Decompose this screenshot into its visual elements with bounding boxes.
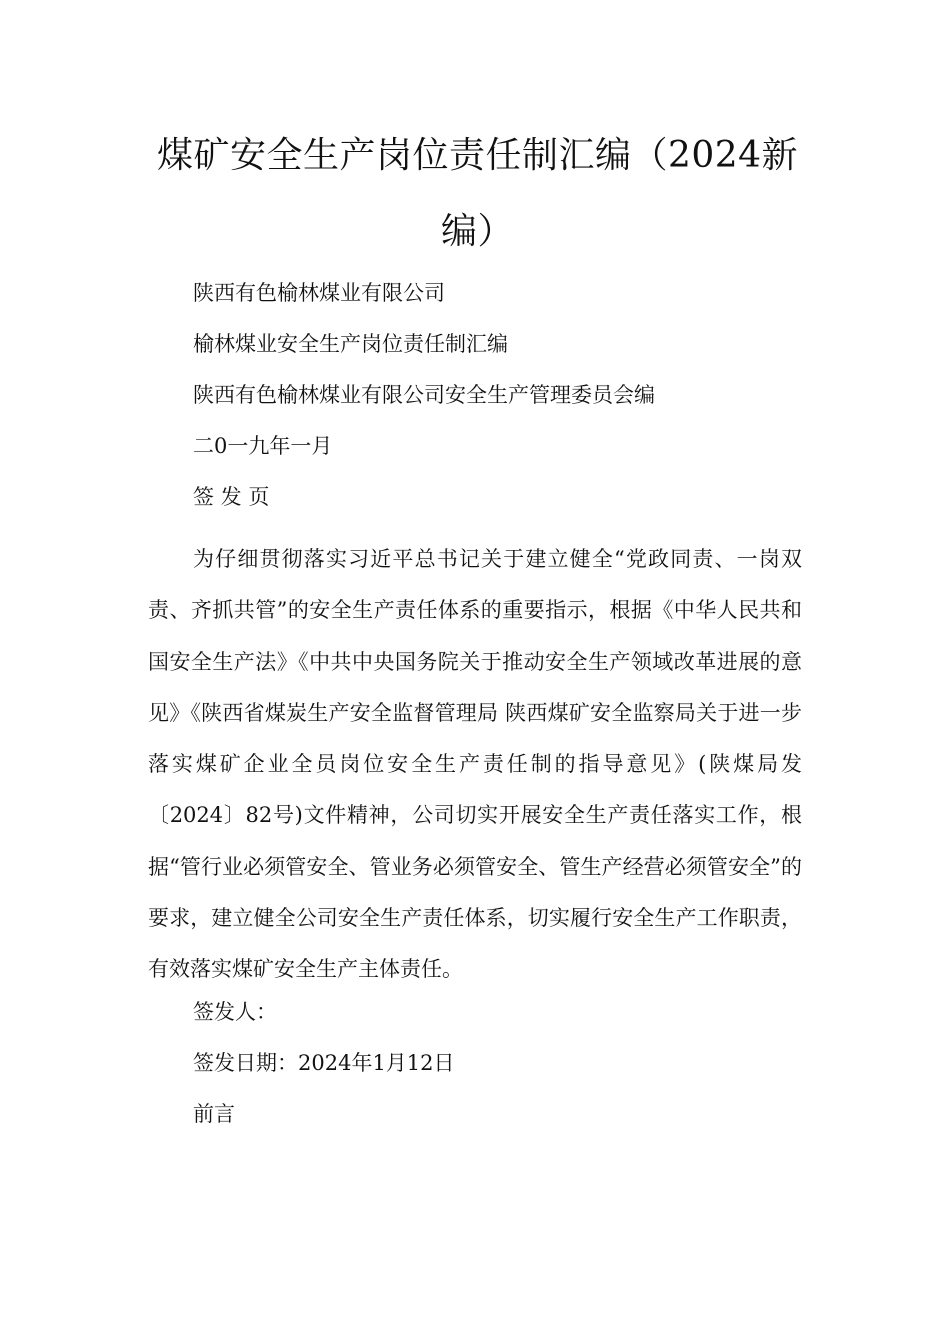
editor-line: 陕西有色榆林煤业有限公司安全生产管理委员会编 bbox=[193, 383, 655, 407]
sign-page-heading: 签 发 页 bbox=[193, 485, 270, 509]
date-line: 二0一九年一月 bbox=[193, 434, 333, 458]
document-subtitle: 榆林煤业安全生产岗位责任制汇编 bbox=[193, 332, 508, 356]
signer-label: 签发人： bbox=[193, 1000, 277, 1024]
document-title: 煤矿安全生产岗位责任制汇编（2024新编） bbox=[156, 135, 799, 252]
company-name: 陕西有色榆林煤业有限公司 bbox=[193, 281, 445, 305]
body-paragraph: 为仔细贯彻落实习近平总书记关于建立健全“党政同责、一岗双责、齐抓共管”的安全生产责任体系的重要指示，根据《中华人民共和国安全生产法》《中共中央国务院关于推动安全生产领域改革进展的意见》《陕西省煤炭生产安全监督管理局 陕西煤矿安全监察局关于进一步落实煤矿企业全员岗位安全生产责任制的指导意见》(陕煤局发〔2024〕82号)文件精神，公司切实开展安全生产责任落实工作，根据“管行业必须管安全、管业务必须管安全、管生产经营必须管安全”的要求，建立健全公司安全生产责任体系，切实履行安全生产工作职责，有效落实煤矿安全生产主体责任。 bbox=[148, 547, 802, 982]
sign-date: 签发日期：2024年1月12日 bbox=[193, 1051, 455, 1075]
preface-heading: 前言 bbox=[193, 1102, 235, 1126]
